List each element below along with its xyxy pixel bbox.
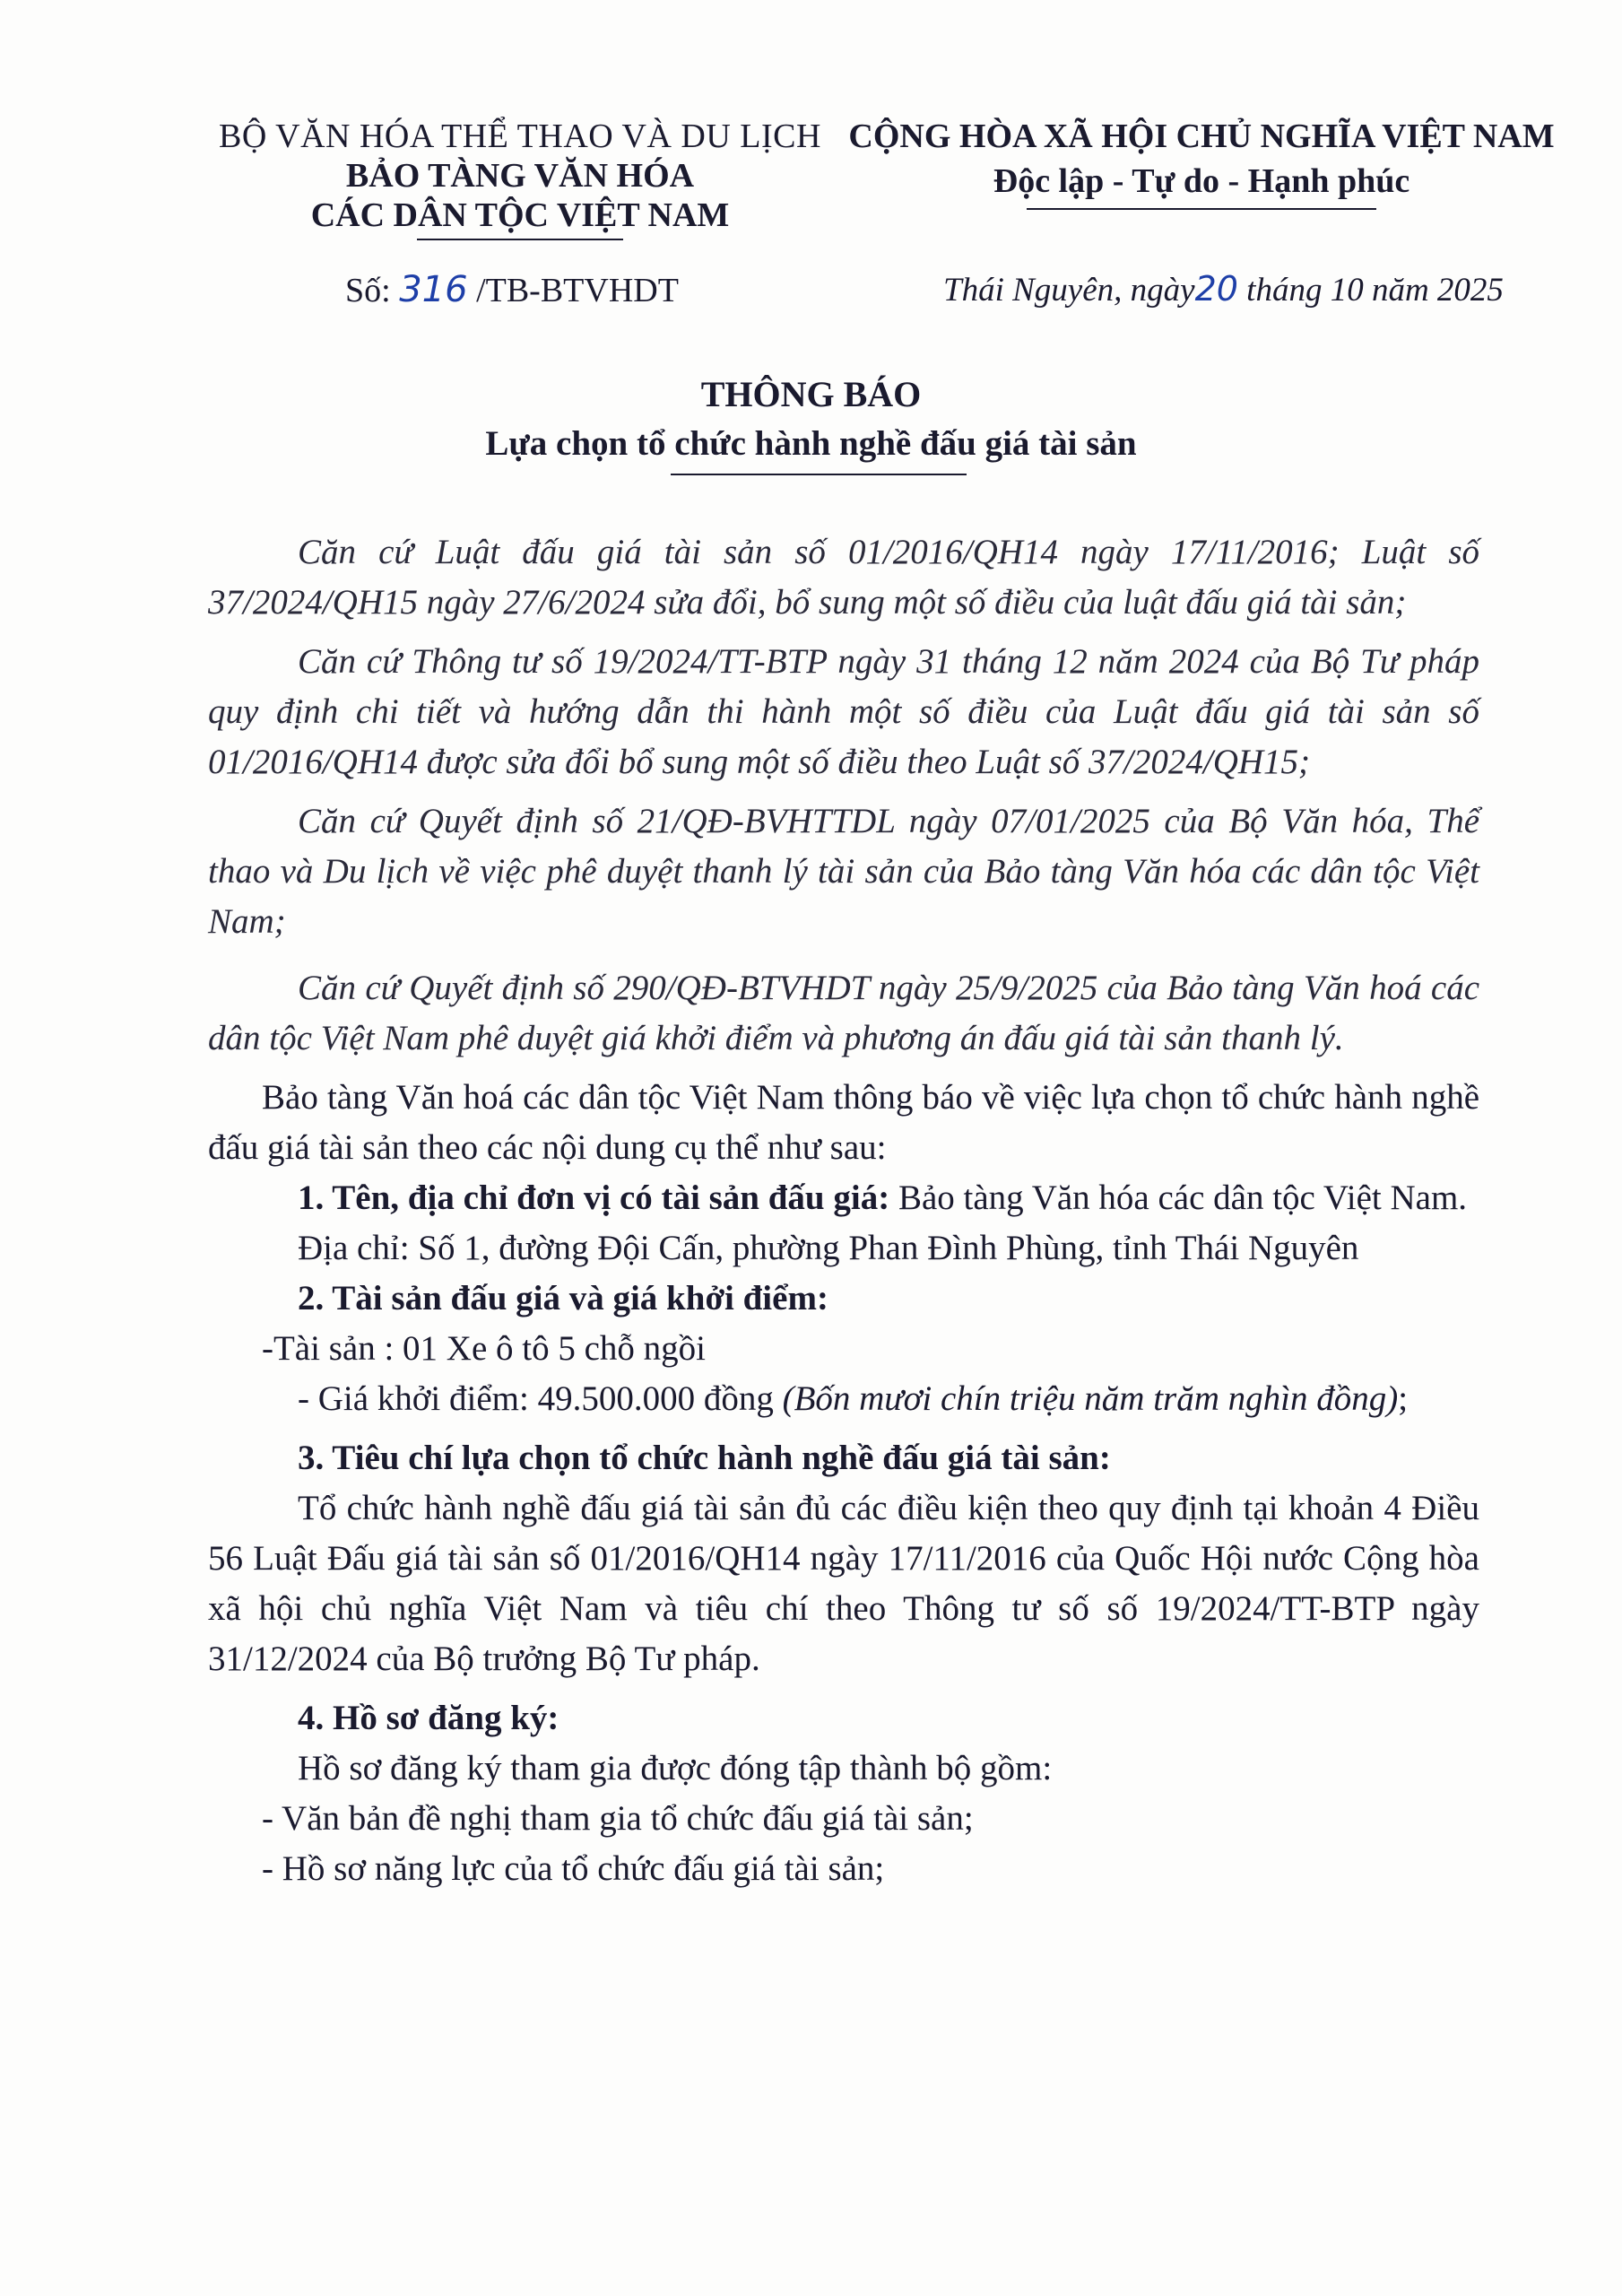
legal-basis-2: Căn cứ Thông tư số 19/2024/TT-BTP ngày 31 tháng 12 năm 2024 của Bộ Tư pháp quy định chi tiết và hướng dẫn thi hành một số điều của Luật đấu giá tài sản số 01/2016/QH14 được sửa đổi bổ sung một số điều theo Luật số 37/2024/QH15;: [208, 642, 1479, 781]
intro-paragraph: Bảo tàng Văn hoá các dân tộc Việt Nam thông báo về việc lựa chọn tổ chức hành nghề đấu giá tài sản theo các nội dung cụ thể như sau:: [208, 1078, 1479, 1167]
price-in-words: (Bốn mươi chín triệu năm trăm nghìn đồng): [782, 1379, 1399, 1418]
price-end: ;: [1398, 1379, 1409, 1418]
motto-underline: [1027, 208, 1376, 210]
legal-basis-3: Căn cứ Quyết định số 21/QĐ-BVHTTDL ngày 07/01/2025 của Bộ Văn hóa, Thể thao và Du lịch về việc phê duyệt thanh lý tài sản của Bảo tàng Văn hóa các dân tộc Việt Nam;: [208, 802, 1479, 941]
section-3-text: Tổ chức hành nghề đấu giá tài sản đủ các điều kiện theo quy định tại khoản 4 Điều 56 Luật Đấu giá tài sản số 01/2016/QH14 ngày 17/11/2016 của Quốc Hội nước Cộng hòa xã hội chủ nghĩa Việt Nam và tiêu chí theo Thông tư số số 19/2024/TT-BTP ngày 31/12/2024 của Bộ trưởng Bộ Tư pháp.: [208, 1489, 1479, 1678]
ministry-name: BỘ VĂN HÓA THỂ THAO VÀ DU LỊCH: [219, 117, 821, 155]
section-1: [208, 1173, 1479, 1223]
document-number-suffix: /TB-BTVHDT: [476, 272, 679, 309]
section-4-intro: Hồ sơ đăng ký tham gia được đóng tập thành bộ gồm:: [298, 1749, 1053, 1787]
authority-underline: [417, 239, 623, 240]
handwritten-number: 316: [399, 269, 468, 310]
section-4-item: - Văn bản đề nghị tham gia tổ chức đấu giá tài sản;: [262, 1799, 974, 1838]
section-4-heading: 4. Hồ sơ đăng ký:: [298, 1699, 559, 1737]
national-motto: Độc lập - Tự do - Hạnh phúc: [993, 162, 1410, 200]
organization-name-line1: BẢO TÀNG VĂN HÓA: [345, 157, 695, 195]
section-1-heading: 1. Tên, địa chỉ đơn vị có tài sản đấu giá:: [298, 1178, 890, 1217]
price-label: - Giá khởi điểm: 49.500.000 đồng: [298, 1379, 783, 1418]
legal-basis-4: Căn cứ Quyết định số 290/QĐ-BTVHDT ngày 25/9/2025 của Bảo tàng Văn hoá các dân tộc Việt Nam phê duyệt giá khởi điểm và phương án đấu giá tài sản thanh lý.: [208, 969, 1479, 1057]
national-title-block: [834, 117, 1569, 210]
document-body: [208, 527, 1479, 1894]
document-subtitle: Lựa chọn tổ chức hành nghề đấu giá tài sản: [485, 424, 1137, 463]
document-number: [345, 269, 679, 310]
subtitle-underline: [671, 474, 967, 475]
section-1-address: Địa chỉ: Số 1, đường Đội Cấn, phường Phan Đình Phùng, tỉnh Thái Nguyên: [298, 1229, 1359, 1267]
legal-basis-1: Căn cứ Luật đấu giá tài sản số 01/2016/QH14 ngày 17/11/2016; Luật số 37/2024/QH15 ngày 27/6/2024 sửa đổi, bổ sung một số điều của luật đấu giá tài sản;: [208, 533, 1479, 622]
document-title: THÔNG BÁO: [700, 374, 922, 414]
country-name: CỘNG HÒA XÃ HỘI CHỦ NGHĨA VIỆT NAM: [848, 117, 1555, 155]
handwritten-day: 20: [1194, 269, 1238, 309]
section-4-item: - Hồ sơ năng lực của tổ chức đấu giá tài sản;: [262, 1849, 885, 1888]
issuing-authority-block: [206, 117, 834, 240]
section-3-heading: 3. Tiêu chí lựa chọn tổ chức hành nghề đấu giá tài sản:: [298, 1439, 1111, 1477]
section-2-price: [208, 1374, 1479, 1424]
place-date-suffix: tháng 10 năm 2025: [1246, 272, 1504, 309]
document-number-prefix: Số:: [345, 272, 391, 309]
place-date-prefix: Thái Nguyên, ngày: [943, 272, 1195, 309]
place-and-date: [943, 269, 1504, 309]
section-1-text: Bảo tàng Văn hóa các dân tộc Việt Nam.: [889, 1178, 1468, 1217]
section-2-asset: -Tài sản : 01 Xe ô tô 5 chỗ ngồi: [262, 1329, 706, 1368]
section-2-heading: 2. Tài sản đấu giá và giá khởi điểm:: [298, 1279, 828, 1318]
organization-name-line2: CÁC DÂN TỘC VIỆT NAM: [310, 196, 730, 234]
